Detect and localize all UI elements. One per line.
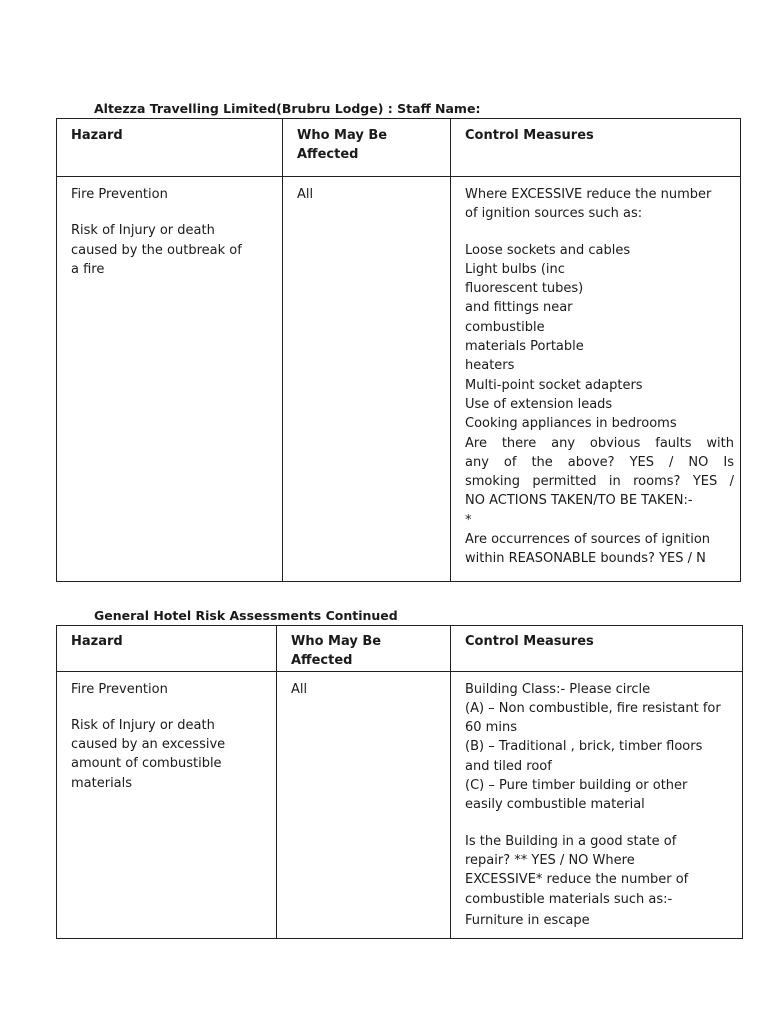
control-line: (C) – Pure timber building or other [465, 778, 688, 794]
control-line: (B) – Traditional , brick, timber floors [465, 739, 703, 755]
control-list-item: Cooking appliances in bedrooms [465, 416, 677, 432]
control-list-item: Light bulbs (inc [465, 261, 565, 277]
control-question-line: smoking permitted in rooms? YES / [465, 474, 734, 490]
control-line: and tiled roof [465, 758, 552, 774]
control-list-item: Multi-point socket adapters [465, 377, 643, 393]
control-question-line: Are there any obvious faults with [465, 435, 734, 451]
header-who-may-be-affected: Who May Be Affected [277, 626, 451, 672]
header-who-line: Who May Be [297, 128, 388, 143]
control-line: * [465, 512, 472, 528]
who-value: All [297, 187, 314, 202]
table-header-row [57, 626, 743, 672]
control-list-item: materials Portable [465, 339, 584, 355]
who-cell [283, 177, 451, 582]
risk-table-ignition [56, 118, 741, 582]
control-question-line: any of the above? YES / NO Is [465, 454, 734, 470]
control-cell [451, 177, 741, 582]
who-cell [277, 671, 451, 938]
hazard-cell [57, 671, 277, 938]
control-line: combustible materials such as:- [465, 891, 673, 907]
header-control-measures: Control Measures [451, 119, 741, 177]
table-row [57, 177, 741, 582]
section-title: Altezza Travelling Limited(Brubru Lodge) : Staff Name: [94, 101, 481, 116]
hazard-desc-line: caused by the outbreak of [71, 242, 242, 258]
risk-table-combustibles [56, 625, 743, 939]
hazard-desc-line: materials [71, 775, 133, 791]
hazard-cell [57, 177, 283, 582]
control-line: Building Class:- Please circle [465, 681, 651, 697]
hazard-name: Fire Prevention [71, 187, 168, 202]
header-hazard: Hazard [57, 626, 277, 672]
control-question-line: NO ACTIONS TAKEN/TO BE TAKEN:- [465, 493, 693, 509]
header-hazard: Hazard [57, 119, 283, 177]
control-cell [451, 671, 743, 938]
control-list-item: heaters [465, 358, 515, 374]
section-title: General Hotel Risk Assessments Continued [94, 608, 398, 623]
control-line: Where EXCESSIVE reduce the number [465, 187, 712, 202]
hazard-desc-line: Risk of Injury or death [71, 717, 215, 733]
header-control-measures: Control Measures [451, 626, 743, 672]
control-list-item: and fittings near [465, 300, 573, 316]
header-who-line: Affected [297, 147, 359, 163]
control-line: Are occurrences of sources of ignition [465, 532, 711, 548]
control-line: 60 mins [465, 720, 517, 736]
control-line: within REASONABLE bounds? YES / N [465, 551, 706, 567]
hazard-desc-line: Risk of Injury or death [71, 223, 215, 239]
control-line: repair? ** YES / NO Where [465, 852, 635, 868]
hazard-desc-line: a fire [71, 261, 105, 277]
control-line: (A) – Non combustible, fire resistant for [465, 700, 721, 716]
table-row [57, 671, 743, 938]
table-header-row [57, 119, 741, 177]
control-list-item: Use of extension leads [465, 396, 613, 412]
control-line: easily combustible material [465, 797, 645, 813]
control-line: of ignition sources such as: [465, 206, 643, 222]
control-line: Furniture in escape [465, 912, 590, 928]
control-line: Is the Building in a good state of [465, 833, 677, 849]
control-list-item: fluorescent tubes) [465, 281, 584, 297]
hazard-name: Fire Prevention [71, 681, 168, 697]
hazard-desc-line: caused by an excessive [71, 737, 226, 753]
who-value: All [291, 681, 308, 697]
control-list-item: combustible [465, 319, 545, 335]
header-who-may-be-affected [283, 119, 451, 177]
control-line: EXCESSIVE* reduce the number of [465, 872, 689, 888]
control-list-item: Loose sockets and cables [465, 242, 631, 258]
hazard-desc-line: amount of combustible [71, 756, 222, 772]
